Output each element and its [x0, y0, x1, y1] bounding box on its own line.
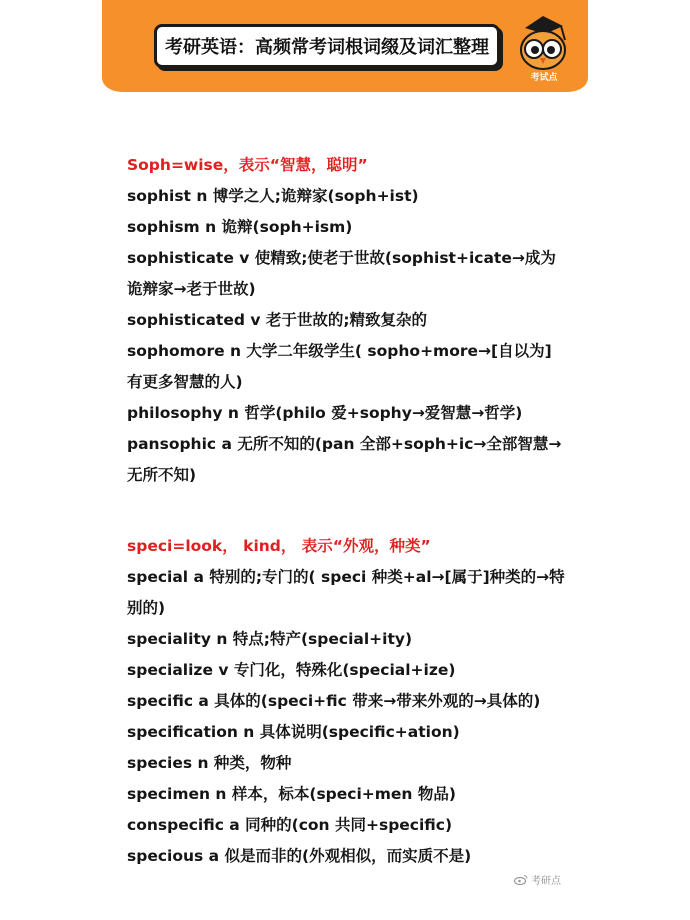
vocabulary-list [127, 150, 567, 872]
list-item: sophomore n 大学二年级学生( sopho+more→[自以为]有更多智慧的人) [127, 342, 552, 391]
list-item: specification n 具体说明(specific+ation) [127, 723, 460, 741]
list-item: philosophy n 哲学(philo 爱+sophy→爱智慧→哲学) [127, 404, 523, 422]
list-item: sophisticate v 使精致;使老于世故(sophist+icate→成为诡辩家→老于世故) [127, 249, 556, 298]
weibo-icon [514, 874, 528, 885]
list-item: sophism n 诡辩(soph+ism) [127, 218, 353, 236]
watermark [514, 872, 561, 887]
list-item: specious a 似是而非的(外观相似，而实质不是) [127, 847, 472, 865]
list-item: sophisticated v 老于世故的;精致复杂的 [127, 311, 428, 329]
section-speci [127, 531, 567, 872]
list-item: conspecific a 同种的(con 共同+specific) [127, 816, 453, 834]
list-item: speciality n 特点;特产(special+ity) [127, 630, 413, 648]
brand-label: 考试点 [530, 73, 558, 83]
section-heading: Soph=wise，表示“智慧，聪明” [127, 156, 368, 174]
list-item: pansophic a 无所不知的(pan 全部+soph+ic→全部智慧→无所不知) [127, 435, 562, 484]
list-item: specimen n 样本，标本(speci+men 物品) [127, 785, 456, 803]
list-item: specialize v 专门化，特殊化(special+ize) [127, 661, 456, 679]
list-item: species n 种类，物种 [127, 754, 292, 772]
list-item: specific a 具体的(speci+fic 带来→带来外观的→具体的) [127, 692, 541, 710]
list-item: sophist n 博学之人;诡辩家(soph+ist) [127, 187, 419, 205]
list-item: special a 特别的;专门的( speci 种类+al→[属于]种类的→特别的) [127, 568, 565, 617]
section-gap [127, 491, 567, 531]
section-soph [127, 150, 567, 491]
watermark-text: 考研点 [531, 876, 561, 887]
section-heading: speci=look， kind， 表示“外观，种类” [127, 537, 431, 555]
page-title: 考研英语：高频常考词根词缀及词汇整理 [154, 24, 500, 68]
